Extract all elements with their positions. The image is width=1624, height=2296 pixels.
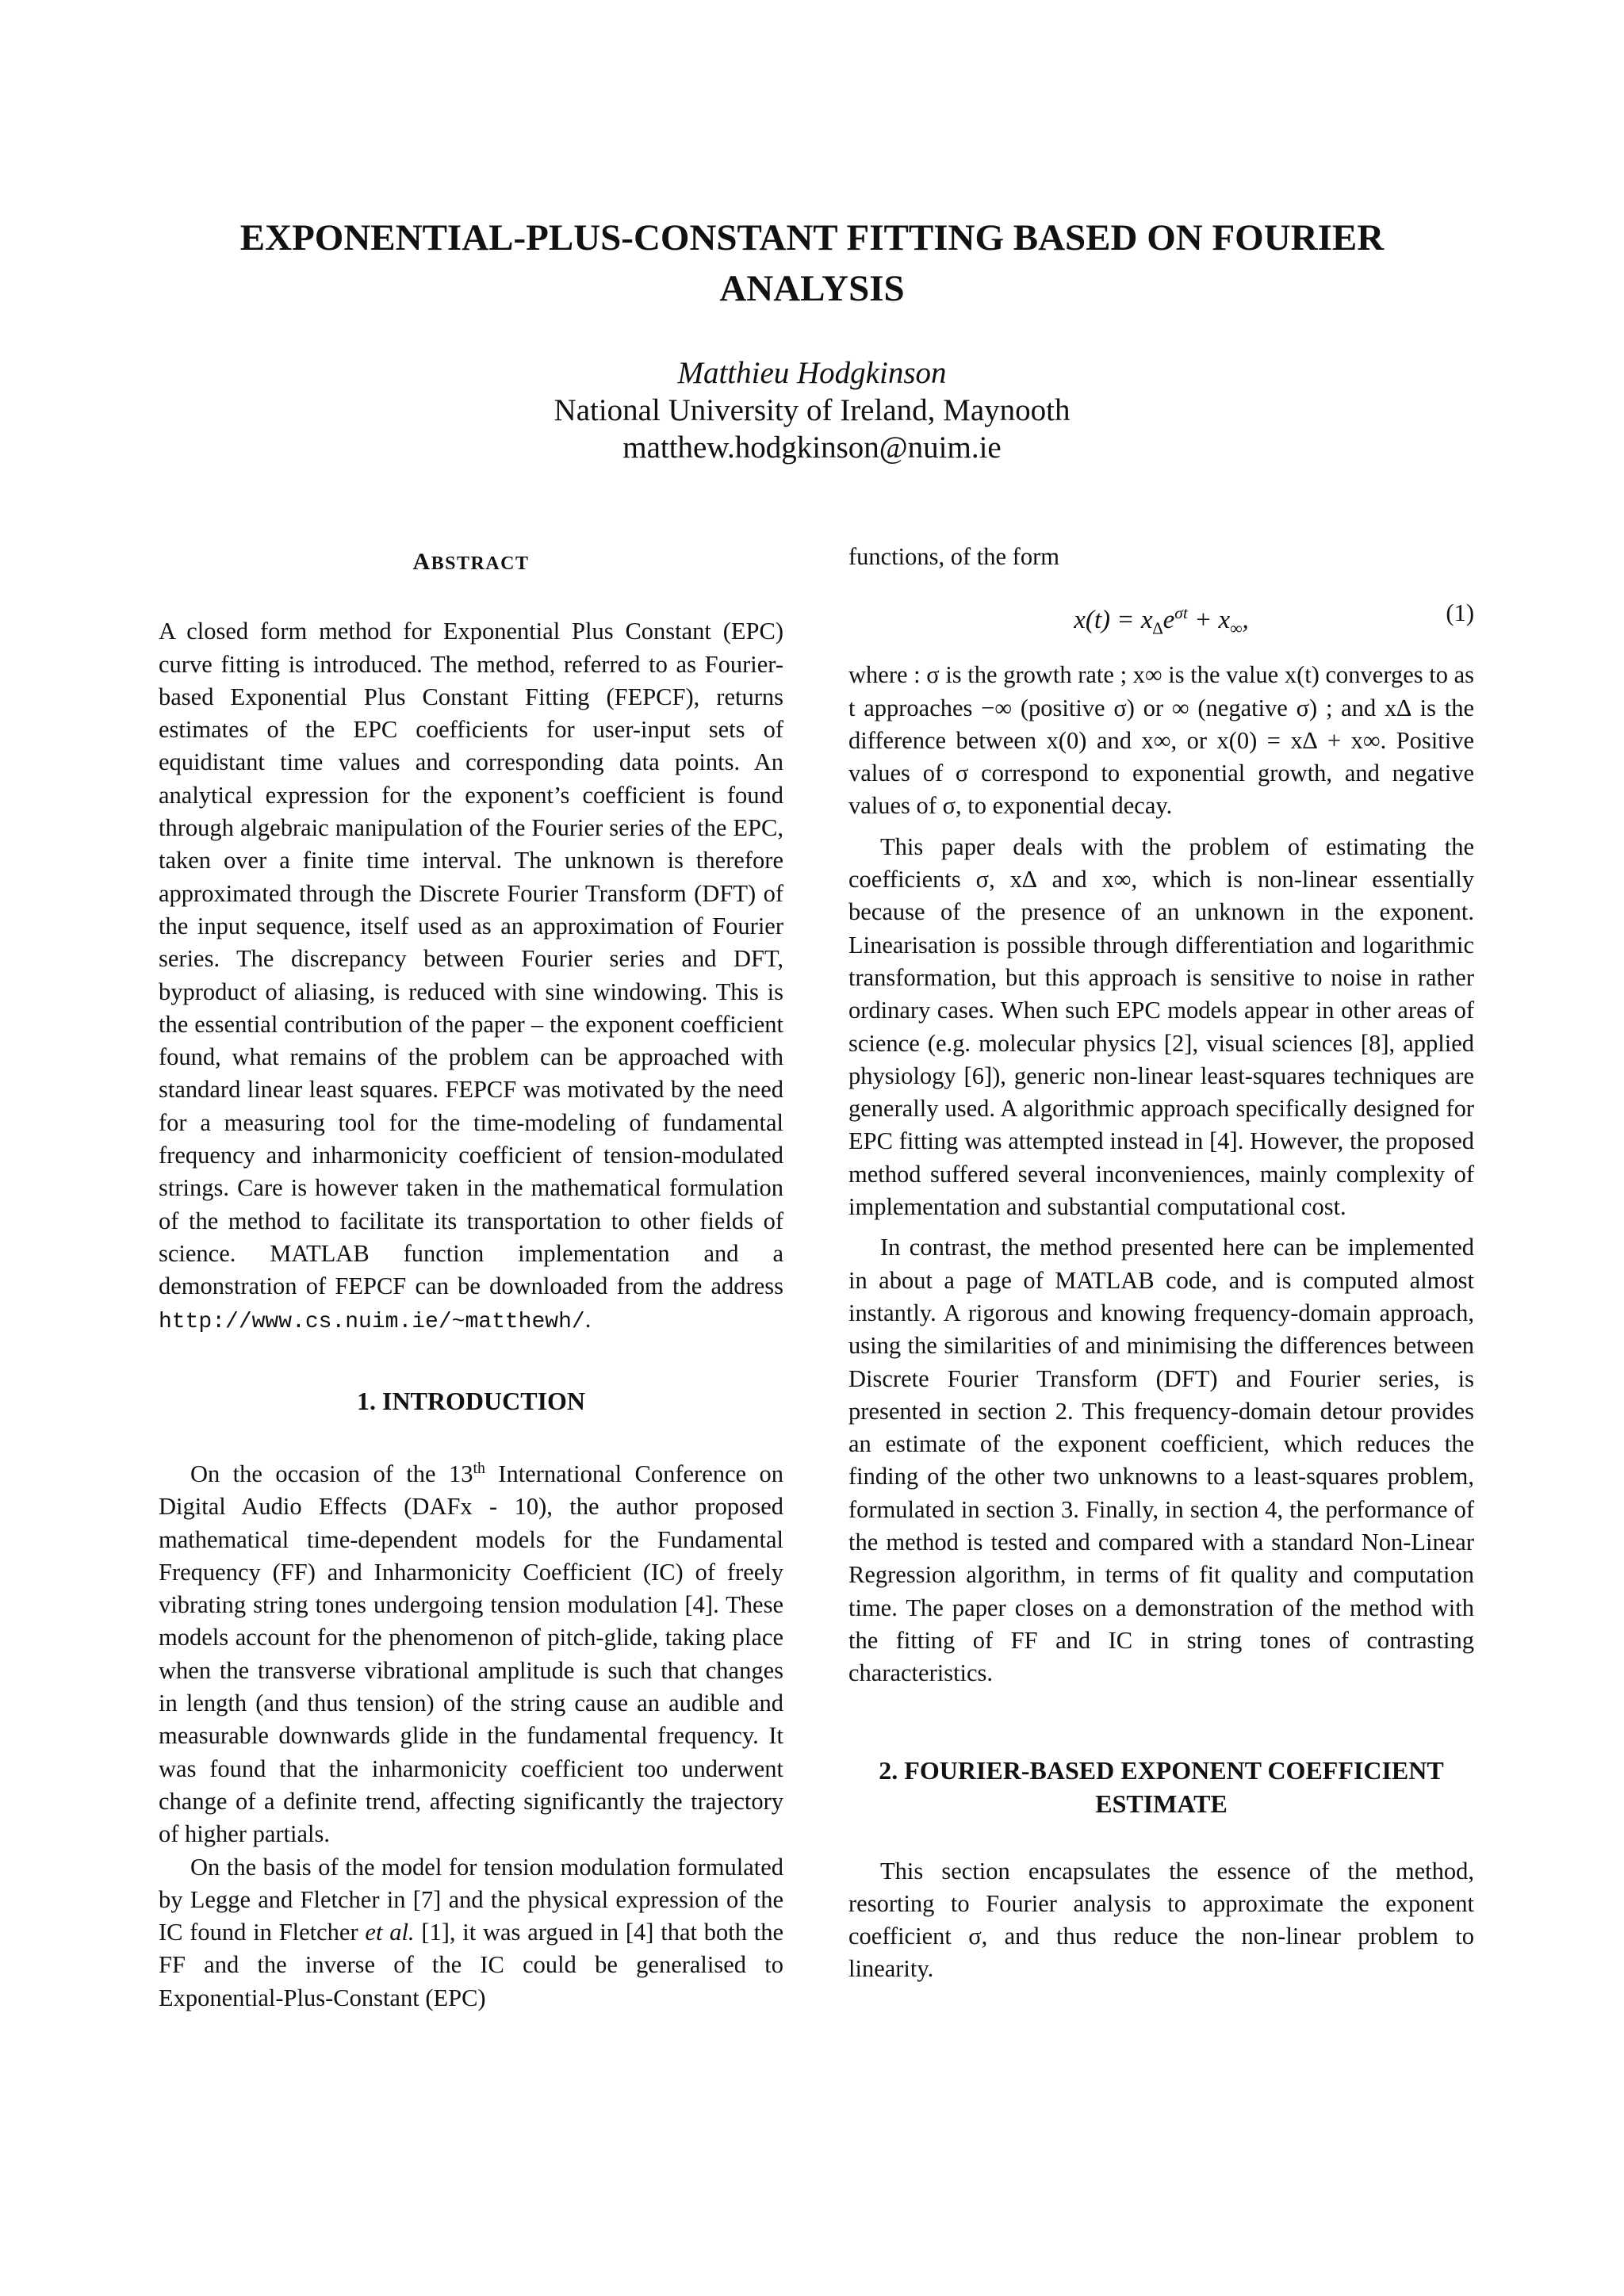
paper-title: EXPONENTIAL-PLUS-CONSTANT FITTING BASED ON FOURIER ANALYSIS bbox=[239, 217, 1385, 309]
download-url-link[interactable]: http://www.cs.nuim.ie/~matthewh/ bbox=[159, 1309, 585, 1334]
author-name: Matthieu Hodgkinson bbox=[677, 356, 947, 390]
author-affiliation: National University of Ireland, Maynooth bbox=[553, 393, 1071, 427]
author-block bbox=[159, 354, 1465, 466]
section-2-paragraph-1: This section encapsulates the essence of the method, resorting to Fourier analysis to approximate the exponent coefficient σ, and thus reduce the non-linear problem to linearity. bbox=[848, 1857, 1474, 1983]
abstract-body: A closed form method for Exponential Plus Constant (EPC) curve fitting is introduced. The method, referred to as Fourier-based Exponential Plus Constant Fitting (FEPCF), returns estimates of the EPC coefficients for user-input sets of equidistant time values and corresponding data points. An analytical expression for the exponent’s coefficient is found through algebraic manipulation of the Fourier series of the EPC, taken over a finite time interval. The unknown is therefore approximated through the Discrete Fourier Transform (DFT) of the input sequence, itself used as an approximation of Fourier series. The discrepancy between Fourier series and DFT, byproduct of aliasing, is reduced with sine windowing. This is the essential contribution of the paper – the exponent coefficient found, what remains of the problem can be approached with standard linear least squares. FEPCF was motivated by the need for a measuring tool for the time-modeling of fundamental frequency and inharmonicity coefficient of tension-modulated strings. Care is however taken in the mathematical formulation of the method to facilitate its transportation to other fields of science. MATLAB function implementation and a demonstration of FEPCF can be downloaded from the address http://www.cs.nuim.ie/~matthewh/. bbox=[159, 618, 783, 1334]
author-email: matthew.hodgkinson@nuim.ie bbox=[622, 430, 1002, 465]
equation-1-formula: $x(t) = x_\Delta e^{\sigma t} + x_\infty$, bbox=[1074, 603, 1249, 638]
right-column bbox=[848, 536, 1474, 1986]
abstract-heading: ABSTRACT bbox=[412, 549, 530, 575]
section-2-heading: 2. FOURIER-BASED EXPONENT COEFFICIENT ESTIMATE bbox=[879, 1755, 1444, 1818]
intro-paragraph-6: In contrast, the method presented here can be implemented in about a page of MATLAB code, and is computed almost instantly. A rigorous and knowing frequency-domain approach, using the similarities of and minimising the differences between Discrete Fourier Transform (DFT) and Fourier series, is presented in section 2. This frequency-domain detour provides an estimate of the exponent coefficient, which reduces the finding of the other two unknowns to a least-squares problem, formulated in section 3. Finally, in section 4, the performance of the method is tested and compared with a standard Non-Linear Regression algorithm, in terms of fit quality and computation time. The paper closes on a demonstration of the method with the fitting of FF and IC in string tones of contrasting characteristics. bbox=[848, 1234, 1474, 1687]
intro-paragraph-2: On the basis of the model for tension modulation formulated by Legge and Fletcher in [7] and the physical expression of the IC found in Fletcher et al. [1], it was argued in [4] that both the FF and the inverse of the IC could be generalised to Exponential-Plus-Constant (EPC) bbox=[159, 1853, 783, 2011]
intro-paragraph-1: On the occasion of the 13th International Conference on Digital Audio Effects (DAFx - 10), the author proposed mathematical time-dependent models for the Fundamental Frequency (FF) and Inharmonicity Coefficient (IC) of freely vibrating string tones undergoing tension modulation [4]. These models account for the phenomenon of pitch-glide, taking place when the transverse vibrational amplitude is such that changes in length (and thus tension) of the string cause an audible and measurable downwards glide in the fundamental frequency. It was found that the inharmonicity coefficient too underwent change of a definite trend, affecting significantly the trajectory of higher partials. bbox=[159, 1459, 783, 1848]
intro-paragraph-4: where : σ is the growth rate ; x∞ is the value x(t) converges to as t approaches −∞ (positive σ) or ∞ (negative σ) ; and x∆ is the difference between x(0) and x∞, or x(0) = x∆ + x∞. Positive values of σ correspond to exponential growth, and negative values of σ, to exponential decay. bbox=[848, 661, 1474, 820]
equation-1 bbox=[848, 597, 1474, 638]
section-1-heading: 1. INTRODUCTION bbox=[356, 1386, 586, 1415]
intro-paragraph-3: functions, of the form bbox=[848, 543, 1059, 570]
intro-paragraph-5: This paper deals with the problem of estimating the coefficients σ, x∆ and x∞, which is non-linear essentially because of the presence of an unknown in the exponent. Linearisation is possible through differentiation and logarithmic transformation, but this approach is sensitive to noise in rather ordinary cases. When such EPC models appear in other areas of science (e.g. molecular physics [2], visual sciences [8], applied physiology [6]), generic non-linear least-squares techniques are generally used. A algorithmic approach specifically designed for EPC fitting was attempted instead in [4]. However, the proposed method suffered several inconveniences, mainly complexity of implementation and substantial computational cost. bbox=[848, 832, 1474, 1221]
left-column bbox=[159, 536, 783, 2015]
equation-1-number: (1) bbox=[1446, 599, 1474, 627]
